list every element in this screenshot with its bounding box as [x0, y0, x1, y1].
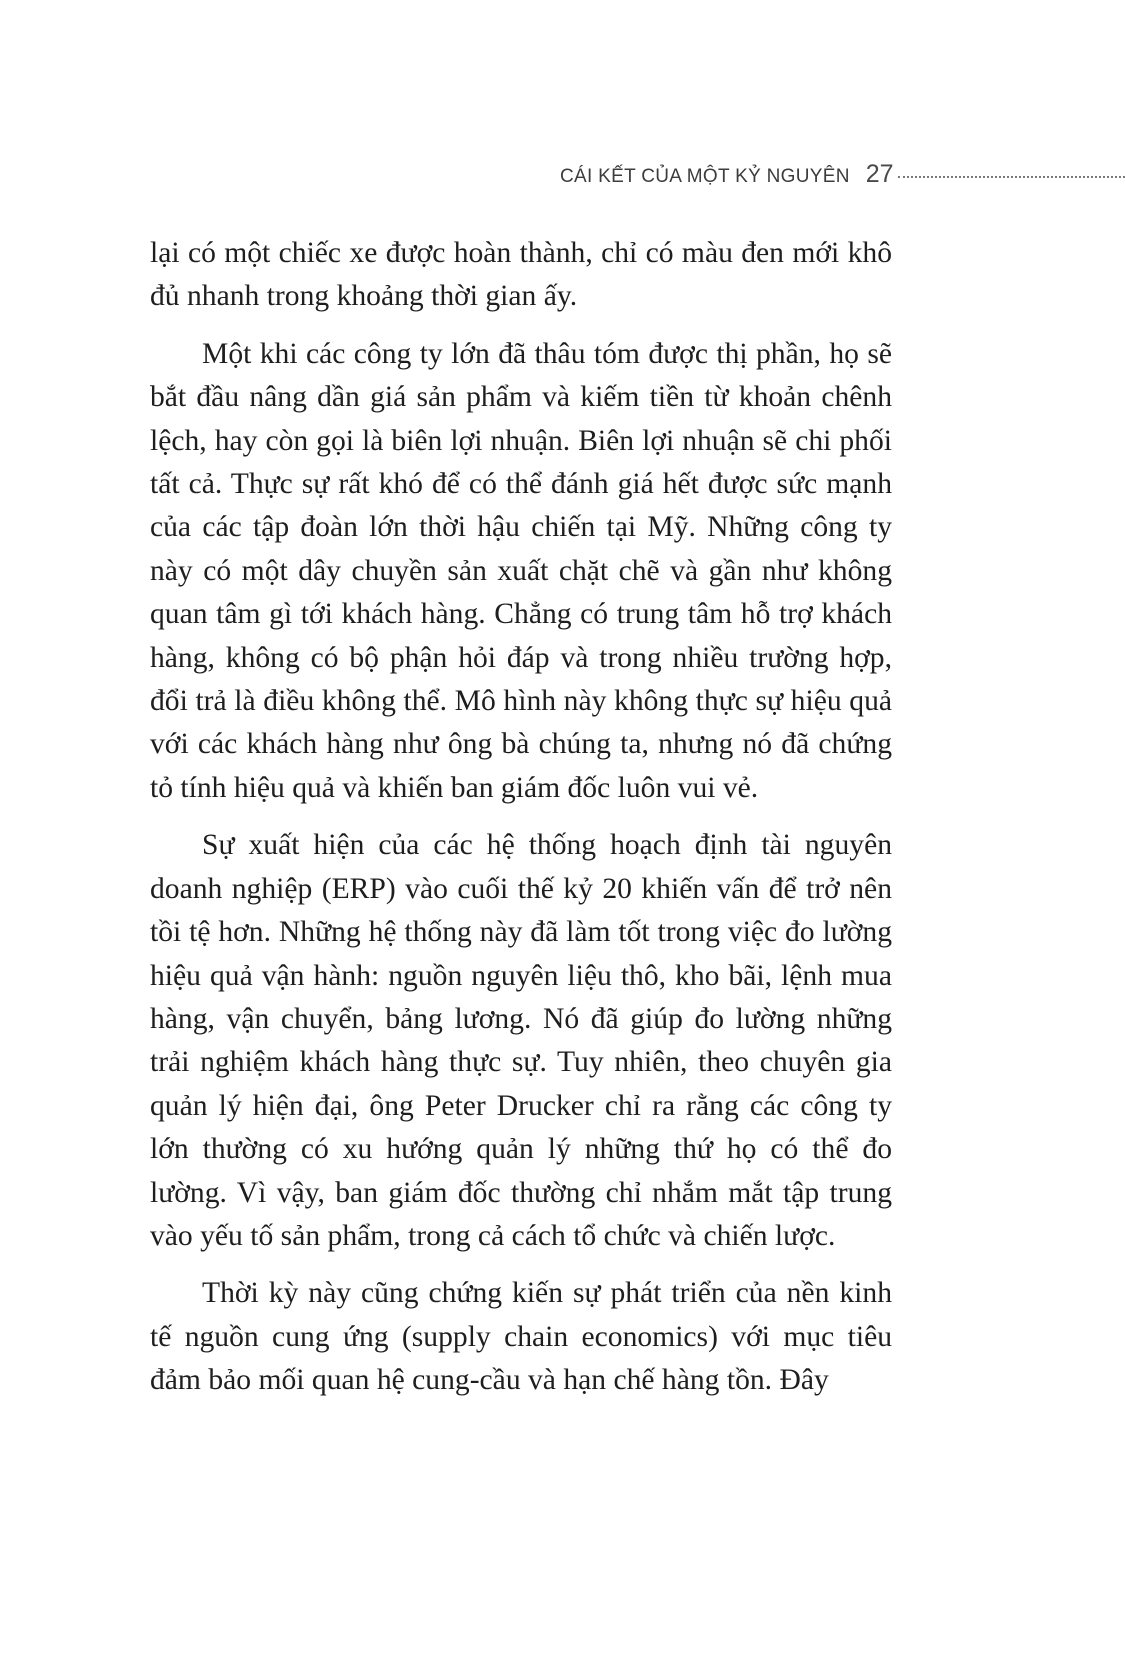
chapter-title: CÁI KẾT CỦA MỘT KỶ NGUYÊN	[560, 166, 850, 187]
paragraph: Thời kỳ này cũng chứng kiến sự phát triển của nền kinh tế nguồn cung ứng (supply chain economics) với mục tiêu đảm bảo mối quan hệ cung-cầu và hạn chế hàng tồn. Đây	[150, 1277, 892, 1397]
paragraph: Sự xuất hiện của các hệ thống hoạch định tài nguyên doanh nghiệp (ERP) vào cuối thế kỷ 20 khiến vấn để trở nên tồi tệ hơn. Những hệ thống này đã làm tốt trong việc đo lường hiệu quả vận hành: nguồn nguyên liệu thô, kho bãi, lệnh mua hàng, vận chuyển, bảng lương. Nó đã giúp đo lường những trải nghiệm khách hàng thực sự. Tuy nhiên, theo chuyên gia quản lý hiện đại, ông Peter Drucker chỉ ra rằng các công ty lớn thường có xu hướng quản lý những thứ họ có thể đo lường. Vì vậy, ban giám đốc thường chỉ nhắm mắt tập trung vào yếu tố sản phẩm, trong cả cách tổ chức và chiến lược.	[150, 829, 892, 1252]
body-text	[150, 232, 892, 1417]
paragraph-continuation: lại có một chiếc xe được hoàn thành, chỉ có màu đen mới khô đủ nhanh trong khoảng thời gian ấy.	[150, 237, 892, 313]
dot-leader	[898, 176, 1125, 178]
page-number: 27	[865, 160, 894, 188]
paragraph: Một khi các công ty lớn đã thâu tóm được thị phần, họ sẽ bắt đầu nâng dần giá sản phẩm và kiếm tiền từ khoản chênh lệch, hay còn gọi là biên lợi nhuận. Biên lợi nhuận sẽ chi phối tất cả. Thực sự rất khó để có thể đánh giá hết được sức mạnh của các tập đoàn lớn thời hậu chiến tại Mỹ. Những công ty này có một dây chuyền sản xuất chặt chẽ và gần như không quan tâm gì tới khách hàng. Chẳng có trung tâm hỗ trợ khách hàng, không có bộ phận hỏi đáp và trong nhiều trường hợp, đổi trả là điều không thể. Mô hình này không thực sự hiệu quả với các khách hàng như ông bà chúng ta, nhưng nó đã chứng tỏ tính hiệu quả và khiến ban giám đốc luôn vui vẻ.	[150, 337, 892, 804]
running-header	[560, 160, 1125, 200]
